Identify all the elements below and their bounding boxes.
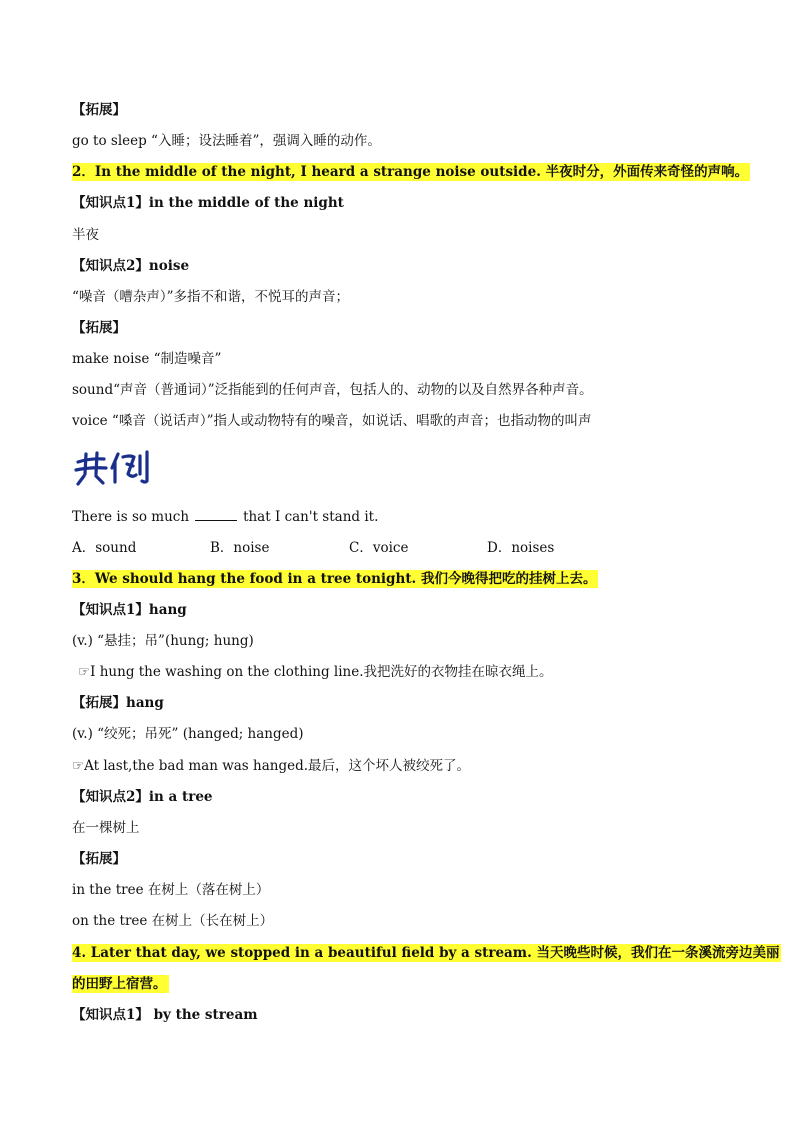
option-c[interactable]: C．voice xyxy=(349,540,409,556)
section-heading-expand: 【拓展】hang xyxy=(72,695,164,711)
option-d[interactable]: D．noises xyxy=(487,540,555,556)
example-sentence-4-continued xyxy=(72,974,169,994)
example-text: At last,the bad man was hanged.最后，这个坏人被绞死了。 xyxy=(84,758,471,774)
highlighted-sentence: 2．In the middle of the night, I heard a strange noise outside. 半夜时分，外面传来奇怪的声响。 xyxy=(72,164,749,180)
text-line: sound“声音（普通词）”泛指能到的任何声音，包括人的、动物的以及自然界各种声音。 xyxy=(72,382,593,398)
pointing-hand-icon: ☞ xyxy=(72,758,85,774)
section-heading-expand: 【拓展】 xyxy=(72,851,126,867)
exercise-question xyxy=(72,506,378,527)
highlighted-sentence: 4. Later that day, we stopped in a beautiful field by a stream. 当天晚些时候，我们在一条溪流旁边美丽 xyxy=(72,945,780,961)
text-line: 在一棵树上 xyxy=(72,820,140,836)
text-line: go to sleep “入睡；设法睡着”，强调入睡的动作。 xyxy=(72,133,381,149)
example-logo xyxy=(72,448,152,492)
example-sentence-4 xyxy=(72,943,781,963)
text-line: make noise “制造噪音” xyxy=(72,351,222,367)
text-line: on the tree 在树上（长在树上） xyxy=(72,913,274,929)
answer-blank xyxy=(195,506,237,521)
section-heading-expand: 【拓展】 xyxy=(72,320,126,336)
option-a[interactable]: A．sound xyxy=(72,540,137,556)
example-line xyxy=(78,662,553,682)
question-text-end: that I can't stand it. xyxy=(243,509,379,525)
text-line: “噪音（嘈杂声）”多指不和谐，不悦耳的声音； xyxy=(72,289,350,305)
text-line: (v.) “悬挂；吊”(hung; hung) xyxy=(72,633,254,649)
highlighted-sentence: 3．We should hang the food in a tree tonight. 我们今晚得把吃的挂树上去。 xyxy=(72,571,597,587)
question-text-start: There is so much xyxy=(72,509,190,525)
example-sentence-3 xyxy=(72,569,598,589)
knowledge-point-heading: 【知识点2】noise xyxy=(72,258,190,274)
highlighted-sentence: 的田野上宿营。 xyxy=(72,976,167,992)
text-line: in the tree 在树上（落在树上） xyxy=(72,882,270,898)
example-sentence-2 xyxy=(72,162,750,182)
knowledge-point-heading: 【知识点2】in a tree xyxy=(72,789,213,805)
knowledge-point-heading: 【知识点1】in the middle of the night xyxy=(72,195,344,211)
text-line: 半夜 xyxy=(72,227,99,243)
knowledge-point-heading: 【知识点1】hang xyxy=(72,602,187,618)
section-heading-expand: 【拓展】 xyxy=(72,102,126,118)
example-text: I hung the washing on the clothing line.我把洗好的衣物挂在晾衣绳上。 xyxy=(90,664,553,680)
knowledge-point-heading: 【知识点1】 by the stream xyxy=(72,1007,258,1023)
option-b[interactable]: B．noise xyxy=(210,540,270,556)
pointing-hand-icon: ☞ xyxy=(78,664,91,680)
text-line: voice “嗓音（说话声）”指人或动物特有的噪音，如说话、唱歌的声音；也指动物的叫声 xyxy=(72,413,592,429)
answer-options xyxy=(72,538,672,558)
text-line: (v.) “绞死；吊死” (hanged; hanged) xyxy=(72,726,304,742)
example-line xyxy=(72,756,470,776)
